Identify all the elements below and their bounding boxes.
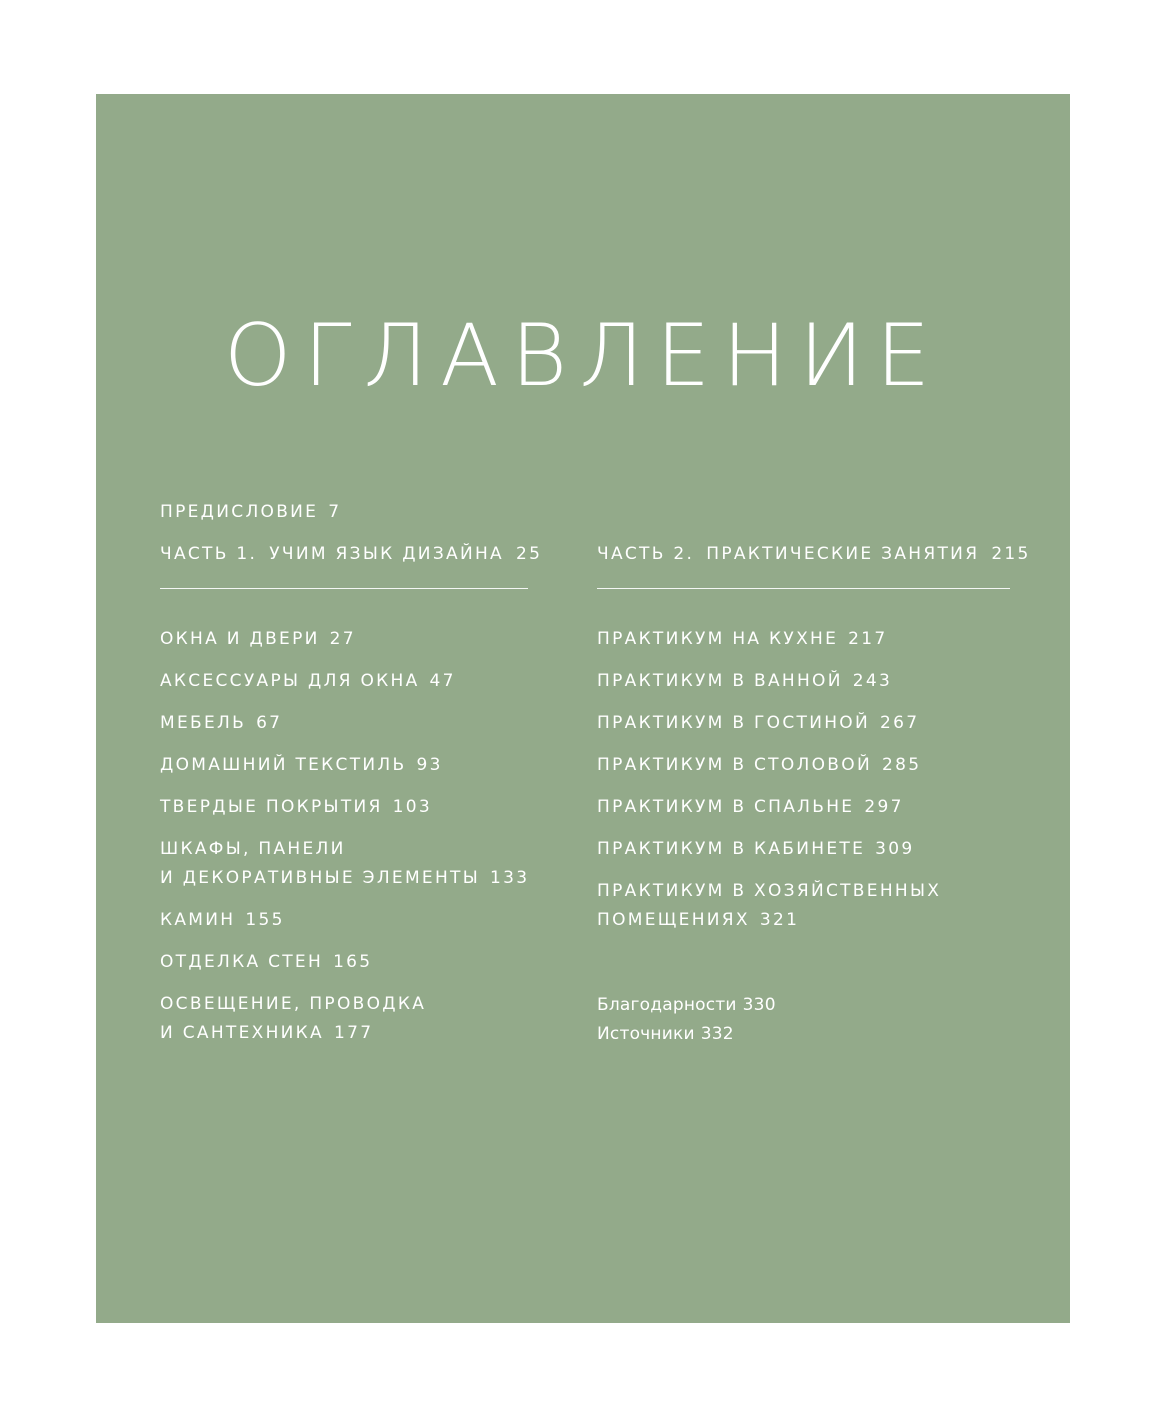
toc-entry-page: 133	[490, 868, 530, 888]
toc-entry-page: 93	[416, 755, 443, 775]
toc-entry-page: 177	[333, 1023, 374, 1043]
part-1-divider	[160, 588, 528, 589]
toc-entry-label: ТВЕРДЫЕ ПОКРЫТИЯ	[160, 797, 383, 817]
toc-entry-page: 297	[864, 797, 904, 817]
toc-entry[interactable]	[160, 835, 530, 893]
toc-entry-page: 47	[429, 671, 456, 691]
toc-entry-page: 243	[852, 671, 893, 691]
toc-entry[interactable]	[597, 793, 1011, 822]
toc-entry-label: ДОМАШНИЙ ТЕКСТИЛЬ	[160, 755, 407, 775]
part-1-heading[interactable]	[160, 540, 543, 569]
back-matter-page: 332	[700, 1024, 734, 1044]
toc-entry-page: 165	[333, 952, 373, 972]
toc-entry[interactable]	[160, 667, 530, 696]
part-2-page: 215	[991, 544, 1031, 564]
toc-entry[interactable]	[160, 625, 530, 654]
toc-entry-label: ПРАКТИКУМ В ГОСТИНОЙ	[597, 713, 871, 733]
toc-entry[interactable]	[597, 835, 1011, 864]
back-matter-label: Источники	[597, 1024, 695, 1044]
toc-entry[interactable]	[160, 751, 530, 780]
toc-entry-page: 7	[328, 502, 342, 522]
back-matter-list	[597, 991, 1011, 1049]
toc-entry-page: 103	[392, 797, 433, 817]
toc-entry[interactable]	[160, 990, 530, 1048]
toc-entry-label: ПРАКТИКУМ В СТОЛОВОЙ	[597, 755, 872, 775]
toc-entry[interactable]	[597, 625, 1011, 654]
back-matter-entry[interactable]	[597, 991, 1011, 1020]
toc-entry[interactable]	[160, 948, 530, 977]
toc-entry-page: 309	[875, 839, 915, 859]
toc-entry[interactable]	[597, 709, 1011, 738]
toc-entry-label: ПРЕДИСЛОВИЕ	[160, 502, 319, 522]
toc-entry-label-line-2: И ДЕКОРАТИВНЫЕ ЭЛЕМЕНТЫ	[160, 868, 481, 888]
toc-entry-label: ОТДЕЛКА СТЕН	[160, 952, 324, 972]
toc-entry-label: ОКНА И ДВЕРИ	[160, 629, 320, 649]
back-matter-entry[interactable]	[597, 1020, 1011, 1049]
part-2-heading[interactable]	[597, 540, 1031, 569]
toc-entry-page: 285	[881, 755, 922, 775]
toc-entry-label: КАМИН	[160, 910, 236, 930]
toc-entry-page: 27	[329, 629, 356, 649]
toc-entry[interactable]	[160, 709, 530, 738]
toc-entry-label: ПРАКТИКУМ НА КУХНЕ	[597, 629, 839, 649]
part-1-title: УЧИМ ЯЗЫК ДИЗАЙНА	[269, 544, 504, 564]
toc-entry-preface[interactable]	[160, 498, 530, 527]
toc-entry-page: 217	[848, 629, 888, 649]
toc-entry-page: 321	[759, 910, 800, 930]
toc-column-left	[160, 498, 543, 1061]
toc-entry-page: 67	[256, 713, 283, 733]
toc-entry-label-line-1: ПРАКТИКУМ В ХОЗЯЙСТВЕННЫХ	[597, 881, 942, 901]
part-2-number: ЧАСТЬ 2.	[597, 544, 695, 564]
toc-entry[interactable]	[597, 667, 1011, 696]
toc-entry-label: МЕБЕЛЬ	[160, 713, 247, 733]
toc-entry-label-line-1: ОСВЕЩЕНИЕ, ПРОВОДКА	[160, 994, 427, 1014]
toc-entry-label-line-2: И САНТЕХНИКА	[160, 1023, 324, 1043]
page-title: ОГЛАВЛЕНИЕ	[223, 306, 943, 406]
part-1-number: ЧАСТЬ 1.	[160, 544, 258, 564]
toc-entry-page: 155	[245, 910, 285, 930]
back-matter-page: 330	[742, 995, 776, 1015]
toc-entry[interactable]	[597, 751, 1011, 780]
toc-entry-label: ПРАКТИКУМ В КАБИНЕТЕ	[597, 839, 866, 859]
part-2-divider	[597, 588, 1010, 589]
part-1-page: 25	[515, 544, 543, 564]
toc-entry[interactable]	[597, 877, 1011, 935]
toc-entry-label-line-2: ПОМЕЩЕНИЯХ	[597, 910, 750, 930]
toc-entry-label-line-1: ШКАФЫ, ПАНЕЛИ	[160, 839, 346, 859]
toc-entry-page: 267	[880, 713, 920, 733]
toc-entry[interactable]	[160, 793, 530, 822]
toc-entry-label: АКСЕССУАРЫ ДЛЯ ОКНА	[160, 671, 420, 691]
toc-entry[interactable]	[160, 906, 530, 935]
toc-entry-label: ПРАКТИКУМ В СПАЛЬНЕ	[597, 797, 855, 817]
part-2-title: ПРАКТИЧЕСКИЕ ЗАНЯТИЯ	[706, 544, 980, 564]
contents-panel	[96, 94, 1070, 1323]
toc-entry-label: ПРАКТИКУМ В ВАННОЙ	[597, 671, 843, 691]
back-matter-label: Благодарности	[597, 995, 737, 1015]
toc-column-right	[597, 540, 1031, 1049]
